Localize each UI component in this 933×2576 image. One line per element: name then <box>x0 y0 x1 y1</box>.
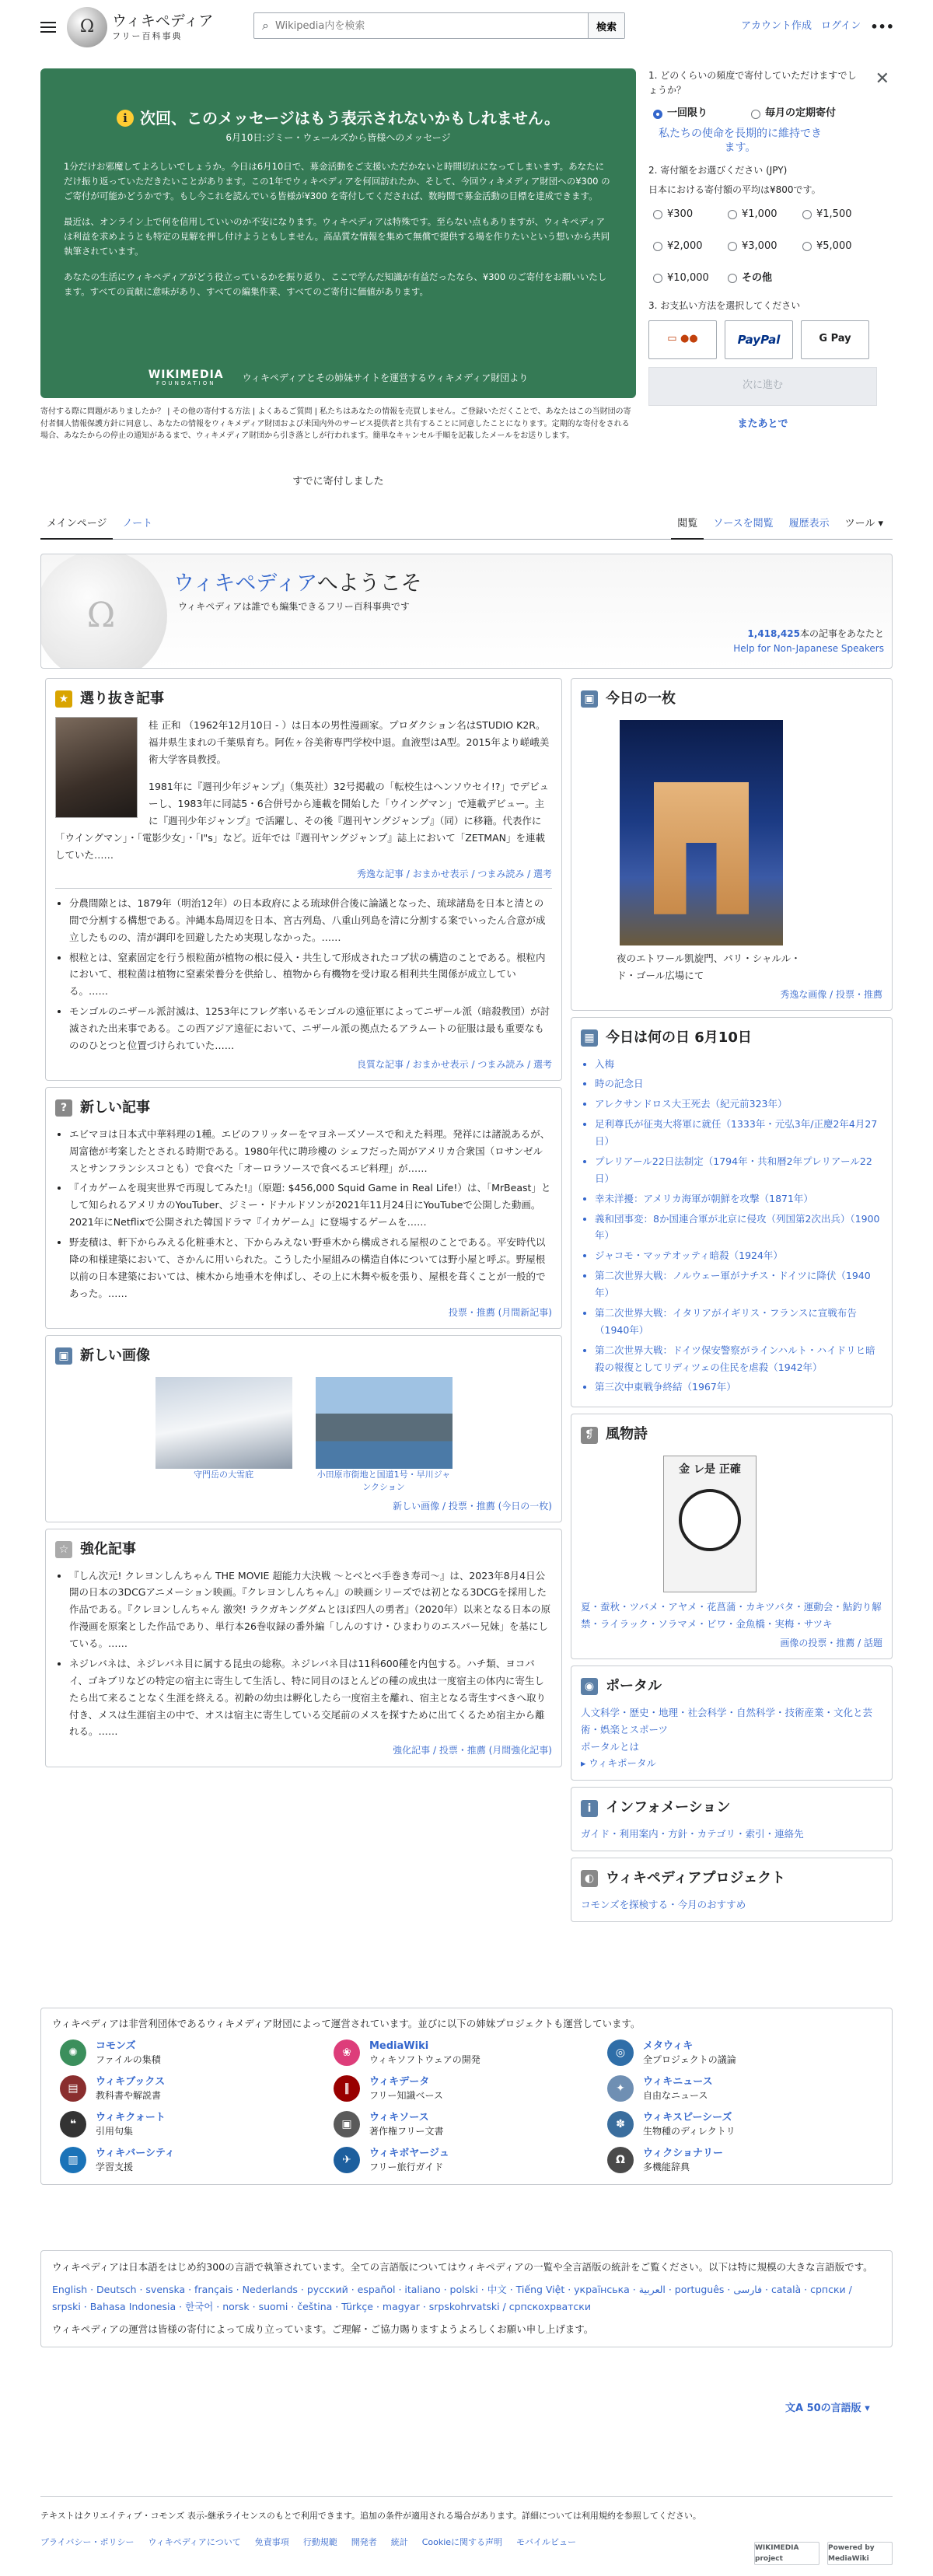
banner-subline: 6月10日:ジミー・ウェールズから皆様へのメッセージ <box>225 132 451 143</box>
monthly-radio[interactable]: 毎月の定期寄付 <box>751 106 836 122</box>
seasonal-topics: 夏・蚕秋・ツバメ・アヤメ・花菖蒲・カキツバタ・運動会・鮎釣り解禁・ライラック・ソラマメ・ビワ・金魚橋・実梅・サツキ <box>581 1601 882 1630</box>
tab-view-source[interactable]: ソースを閲覧 <box>713 518 774 530</box>
sister-project-item[interactable] <box>334 2039 607 2066</box>
tab-talk[interactable]: ノート <box>122 518 153 530</box>
sister-projects-box <box>40 2008 893 2185</box>
otd-item: • 入梅 <box>595 1056 882 1073</box>
otd-item: • 第二次世界大戦：ノルウェー軍がナチス・ドイツに降伏（1940年） <box>595 1267 882 1302</box>
sister-project-name[interactable]: ウィキニュース <box>643 2076 713 2088</box>
wikipedia-project-box <box>571 1858 893 1922</box>
banner-footer-text: ウィキペディアとその姉妹サイトを運営するウィキメディア財団より <box>242 372 529 383</box>
sister-project-desc: 引用句集 <box>96 2125 134 2137</box>
snow-cornice-image[interactable] <box>156 1377 292 1469</box>
tab-main-page[interactable]: メインページ <box>40 512 113 540</box>
amount-option[interactable]: ¥2,000 <box>653 239 728 255</box>
sister-project-desc: 自由なニュース <box>643 2089 708 2101</box>
good-article-item: • モンゴルのニザール派討滅は、1253年にフレグ率いるモンゴルの遠征軍によってニザール派（暗殺教団）が討滅された出来事である。この西アジア遠征において、ニザール派の拠点たるアラムートの征服は最も重要なもののひとつと位置づけられていた…… <box>69 1003 552 1054</box>
portal-links[interactable]: 人文科学・歴史・地理・社会科学・自然科学・技術産業・文化と芸術・娯楽とスポーツ <box>581 1706 873 1735</box>
site-header <box>0 0 933 54</box>
donation-thanks: ウィキペディアの運営は皆様の寄付によって成り立っています。ご理解・ご協力賜りますようよろしくお願い申し上げます。 <box>52 2323 594 2335</box>
otd-heading: 今日は何の日 6月10日 <box>606 1029 752 1046</box>
sister-project-item[interactable] <box>60 2075 334 2102</box>
welcome-subtitle: ウィキペディアは誰でも編集できるフリー百科事典です <box>178 601 410 612</box>
new-articles-box <box>45 1087 562 1329</box>
tab-read[interactable]: 閲覧 <box>671 512 704 540</box>
seasonal-box <box>571 1414 893 1659</box>
sister-project-desc: 教科書や解説書 <box>96 2089 162 2101</box>
globe-icon: ◐ <box>581 1870 598 1887</box>
portal-about-link[interactable]: ポータルとは <box>581 1740 640 1753</box>
paypal-button[interactable]: PayPal <box>725 320 793 359</box>
sister-project-item[interactable] <box>334 2111 607 2137</box>
footer-link[interactable]: プライバシー・ポリシー <box>40 2536 135 2547</box>
sister-project-name[interactable]: コモンズ <box>96 2040 136 2053</box>
information-box <box>571 1787 893 1851</box>
otd-item: • 足利尊氏が征夷大将軍に就任（1333年・元弘3年/正慶2年4月27日） <box>595 1116 882 1150</box>
sister-project-desc: ファイルの集積 <box>96 2053 161 2065</box>
portal-box <box>571 1665 893 1781</box>
sister-project-name[interactable]: メタウィキ <box>643 2040 694 2053</box>
wikimedia-project-badge[interactable]: WIKIMEDIA project <box>754 2542 819 2565</box>
right-column <box>571 678 893 1928</box>
sister-project-desc: ウィキソフトウェアの開発 <box>369 2053 480 2065</box>
sister-project-name[interactable]: ウィキスピーシーズ <box>643 2112 732 2124</box>
otd-item: • プレリアール22日法制定（1794年・共和暦2年プレリアール22日） <box>595 1153 882 1187</box>
search-box <box>253 12 625 39</box>
portal-icon: ◉ <box>581 1678 598 1695</box>
image-caption[interactable]: 小田原市街地と国道1号・早川ジャンクション <box>316 1469 451 1493</box>
sister-project-desc: 生物種のディレクトリ <box>643 2125 736 2137</box>
new-articles-heading: 新しい記事 <box>80 1099 150 1117</box>
next-button[interactable]: 次に進む <box>648 367 877 406</box>
banner-headline: 次回、このメッセージはもう表示されないかもしれません。 <box>140 109 560 128</box>
sister-project-item[interactable] <box>60 2147 334 2173</box>
otd-item: • 第二次世界大戦：イタリアがイギリス・フランスに宣戦布告（1940年） <box>595 1305 882 1339</box>
project-links[interactable]: コモンズを探検する・今月のおすすめ <box>581 1898 746 1910</box>
help-non-japanese-link[interactable]: Help for Non-Japanese Speakers <box>733 643 884 655</box>
enhanced-article-item: • ネジレバネは、ネジレバネ目に属する昆虫の総称。ネジレバネ目は11科600種を内包する。ハチ類、ヨコバイ、ゴキブリなどの特定の宿主に寄生して生活し、特に同目のほとんどの種の成虫は一度宿主の体内に寄生したら出て来ることなく生涯を終える。初齢の幼虫は孵化したら一度宿主を離れ、宿主となる寄生すべきへ取り付き、メスは生涯宿主の中で、オスは宿主に寄生している交尾前のメスを探すために出てくるため宿主から離れる。…… <box>69 1655 552 1740</box>
languages-intro: ウィキペディアは日本語をはじめ約300の言語で執筆されています。全ての言語版についてはウィキペディアの一覧や全言語版の統計をご覧ください。以下は特に規模の大きな言語版です。 <box>52 2261 873 2273</box>
footer-link[interactable]: Cookieに関する声明 <box>421 2536 503 2547</box>
sister-project-desc: 著作権フリー文書 <box>369 2125 444 2137</box>
info-links[interactable]: ガイド・利用案内・方針・カテゴリ・索引・連絡先 <box>581 1828 804 1840</box>
sister-project-item[interactable] <box>607 2039 881 2066</box>
sister-project-desc: 多機能辞典 <box>643 2161 690 2172</box>
sister-project-name[interactable]: ウィキバーシティ <box>96 2148 175 2160</box>
good-article-item: • 根粒とは、窒素固定を行う根粒菌が植物の根に侵入・共生して形成されたコブ状の構造のことである。根粒内において、根粒菌は植物に窒素栄養分を供給し、植物から有機物を受け取る相利共生関係が成立している。…… <box>69 949 552 1001</box>
footer-link[interactable]: 統計 <box>390 2536 408 2547</box>
sister-project-item[interactable] <box>60 2111 334 2137</box>
sister-project-icon: ✽ <box>607 2111 634 2137</box>
wikipedia-globe-icon: Ω <box>67 7 107 47</box>
new-images-heading: 新しい画像 <box>80 1347 150 1364</box>
sister-project-icon: ✺ <box>60 2039 86 2066</box>
new-article-item: • エビマヨは日本式中華料理の1種。エビのフリッターをマヨネーズソースで和えた料理。発祥には諸説あるが、周富徳が考案したとされる時期である。1980年代に聘珍樓の シェフだった周がアメリカ合衆国（ロサンゼルスとサンフランシスコとも）で食べた「オーロラソースで食べるエビ料理」が…… <box>69 1126 552 1177</box>
article-count: 1,418,425本の記事をあなたと Help for Non-Japanese Speakers <box>733 628 884 655</box>
search-icon: ⌕ <box>262 18 269 33</box>
footer-link[interactable]: 免責事項 <box>254 2536 289 2547</box>
footer-link[interactable]: モバイルビュー <box>516 2536 577 2547</box>
site-footer <box>40 2496 893 2563</box>
credit-card-icon: ▭ ●● <box>667 333 698 345</box>
half-star-icon: ☆ <box>55 1541 72 1558</box>
featured-article-box <box>45 678 562 1081</box>
footer-link[interactable]: ウィキペディアについて <box>148 2536 241 2547</box>
fundraising-banner <box>40 68 893 488</box>
otd-item: • 第三次中東戦争終結（1967年） <box>595 1379 882 1396</box>
featured-summary: 桂 正和 （1962年12月10日 - ）は日本の男性漫画家。プロダクション名はSTUDIO K2R。福井県生まれの千葉県育ち。阿佐ヶ谷美術専門学校中退。血液型はA型。2015年より嵯峨美術大学客員教授。 <box>149 718 550 765</box>
scroll-icon: ❡ <box>581 1427 598 1444</box>
sister-project-item[interactable] <box>60 2039 334 2066</box>
sister-project-name[interactable]: ウィキデータ <box>369 2076 430 2088</box>
sister-project-name[interactable]: ウィクショナリー <box>643 2148 723 2160</box>
translate-icon: 文A <box>785 2403 807 2414</box>
tools-menu[interactable]: ツール ▾ <box>844 518 883 530</box>
arc-de-triomphe-image[interactable] <box>620 720 783 945</box>
new-images-box <box>45 1335 562 1522</box>
amount-option[interactable]: ¥1,500 <box>802 207 877 223</box>
otd-item: • 第二次世界大戦：ドイツ保安警察がラインハルト・ハイドリヒ暗殺の報復としてリディツェの住民を虐殺（1942年） <box>595 1342 882 1376</box>
footer-link[interactable]: 行動規範 <box>302 2536 337 2547</box>
close-icon[interactable]: ✕ <box>875 69 889 89</box>
otd-item: • 幸未洋擾：アメリカ海軍が朝鮮を攻撃（1871年） <box>595 1190 882 1208</box>
amount-options <box>653 207 893 286</box>
featured-heading: 選り抜き記事 <box>80 690 164 707</box>
clock-icon <box>679 1489 741 1551</box>
search-input[interactable] <box>275 14 588 37</box>
amount-option[interactable]: ¥300 <box>653 207 728 223</box>
sister-intro: ウィキペディアは非営利団体であるウィキメディア財団によって運営されています。並びに以下の姉妹プロジェクトも運営しています。 <box>52 2018 641 2029</box>
enhanced-article-item: • 『しん次元! クレヨンしんちゃん THE MOVIE 超能力大決戦 ～とべとべ手巻き寿司～』は、2023年8月4日公開の日本の3DCGアニメーション映画。『クレヨンしんちゃん』の映画シリーズでは初となる3DCGを採用した作品である。『クレヨンしんちゃん 激突! ラクガキングダムとほぼ四人の勇者』（2020年）以来となる日本の原作漫画を原案とした作品であり、単行本26巻収録の番外編「しんのすけ・ひまわりのエスパー兄妹」を基にしている。…… <box>69 1568 552 1652</box>
frequency-question: 1. どのくらいの頻度で寄付していただけますでしょうか？ <box>648 70 857 96</box>
image-icon: ▣ <box>55 1347 72 1365</box>
tab-history[interactable]: 履歴表示 <box>788 518 830 530</box>
banner-paragraph-3: あなたの生活にウィキペディアがどう役立っているかを振り返り、ここで学んだ知識が有益だったなら、¥300 のご寄付をお願いいたします。すべての貢献に意味があり、すべての編集作業、すべてのご寄付に価値があります。 <box>64 271 607 297</box>
sister-projects-grid <box>52 2039 881 2173</box>
sister-project-icon: Ω <box>607 2147 634 2173</box>
sister-project-name[interactable]: ウィキクォート <box>96 2112 166 2124</box>
odawara-image[interactable] <box>316 1377 453 1469</box>
create-account-link[interactable]: アカウント作成 <box>741 20 812 33</box>
puzzle-globe-icon: Ω <box>40 554 167 669</box>
image-caption[interactable]: 守門岳の大雪庇 <box>194 1469 253 1480</box>
donation-form <box>648 68 893 432</box>
sister-project-name[interactable]: ウィキソース <box>369 2112 429 2124</box>
language-list[interactable]: English · Deutsch · svenska · français · Nederlands · русский · español · italiano · polski · 中文 · Tiếng Việt · українська · العربية · português · فارسی · català · српски / srpski · Bahasa Indonesia · 한국어 · norsk · suomi · čeština · Türkçe · magyar · srpskohrvatski / српскохрватски <box>52 2284 852 2312</box>
seasonal-heading: 風物詩 <box>606 1426 648 1443</box>
otd-item: • アレクサンドロス大王死去（紀元前323年） <box>595 1096 882 1113</box>
sister-project-icon: ❀ <box>334 2039 360 2066</box>
new-article-item: • 『イカゲームを現実世界で再現してみた!』（原題: $456,000 Squid Game in Real Life!）は、「MrBeast」として知られるアメリカのYouTuber、ジミー・ドナルドソンが2021年11月24日にYouTubeで公開した動画。2021年にNetflixで公開された韓国ドラマ『イカゲーム』に登場するゲームを…… <box>69 1180 552 1231</box>
footer-link[interactable]: 開発者 <box>351 2536 377 2547</box>
banner-message <box>40 68 636 398</box>
potd-more-link[interactable]: 秀逸な画像 / 投票・推薦 <box>780 988 882 1000</box>
maybe-later-link[interactable]: またあとで <box>737 418 788 430</box>
info-heading: インフォメーション <box>606 1799 731 1816</box>
payment-question: 3. お支払い方法を選択してください <box>648 300 801 312</box>
potd-caption: 夜のエトワール凱旋門、パリ・シャルル・ド・ゴール広場にて <box>617 952 801 981</box>
potd-heading: 今日の一枚 <box>606 690 676 707</box>
amount-question: 2. 寄付額をお選びください (JPY) <box>648 164 788 176</box>
enhanced-heading: 強化記事 <box>80 1540 136 1557</box>
amount-option[interactable]: ¥3,000 <box>728 239 802 255</box>
sister-project-desc: 全プロジェクトの議論 <box>643 2053 736 2065</box>
info-icon: i <box>581 1800 598 1817</box>
more-options-icon[interactable]: ••• <box>870 19 894 34</box>
project-heading: ウィキペディアプロジェクト <box>606 1869 786 1886</box>
sister-project-desc: 学習支援 <box>96 2161 134 2172</box>
amount-average-note: 日本における寄付額の平均は¥800です。 <box>648 184 821 195</box>
sister-project-icon: ◎ <box>607 2039 634 2066</box>
sister-project-name[interactable]: ウィキボヤージュ <box>369 2148 449 2160</box>
license-text: テキストはクリエイティブ・コモンズ 表示-継承ライセンスのもとで利用できます。追加の条件が適用される場合があります。詳細については利用規約を参照してください。 <box>40 2511 701 2521</box>
poster-title: 金 レ是 正確 <box>679 1463 741 1477</box>
sister-project-icon: ▣ <box>334 2111 360 2137</box>
new-images-more-link[interactable]: 新しい画像 / 投票・推薦 (今日の一枚) <box>393 1500 552 1512</box>
otd-item: • 時の記念日 <box>595 1075 882 1092</box>
amount-other-option[interactable]: その他 <box>728 271 802 287</box>
user-links <box>741 17 894 37</box>
sister-project-icon: ✈ <box>334 2147 360 2173</box>
welcome-box <box>40 554 893 669</box>
main-menu-icon[interactable] <box>40 22 56 33</box>
sister-project-icon: ▥ <box>60 2147 86 2173</box>
sister-project-item[interactable] <box>334 2075 607 2102</box>
enhanced-articles-box <box>45 1529 562 1767</box>
search-button[interactable]: 検索 <box>588 13 624 38</box>
wikimedia-logo: WIKIMEDIA FOUNDATION <box>148 368 224 387</box>
left-column <box>45 678 562 1774</box>
good-article-item: • 分農間隙とは、1879年（明治12年）の日本政府による琉球併合後に論議となった、琉球諸島を日本と清との間で分割する構想である。沖縄本島周辺を日本、宮古列島、八重山列島を清に分割する案でいったん合意が成立したものの、清が調印を回避したため実現しなかった。…… <box>69 895 552 946</box>
sister-project-name[interactable]: ウィキブックス <box>96 2076 166 2088</box>
question-icon: ? <box>55 1099 72 1117</box>
amount-option[interactable]: ¥10,000 <box>653 271 728 287</box>
sister-project-icon: ✦ <box>607 2075 634 2102</box>
featured-more-links[interactable]: 秀逸な記事 / おまかせ表示 / つまみ読み / 選考 <box>356 868 552 879</box>
featured-body: 1981年に『週刊少年ジャンプ』（集英社）32号掲載の「転校生はヘンソウセイ!?」でデビューし、1983年に同誌5・6合併号から連載を開始した「ウイングマン」で連載デビュー。主に『週刊少年ジャンプ』で活躍し、その後『週刊ヤングジャンプ』（同）に移籍。代表作に「ウイングマン」・「電影少女」・「I"s」など。近年では『週刊ヤングジャンプ』誌上において「ZETMAN」を連載していた…… <box>55 781 549 861</box>
otd-list <box>581 1056 882 1396</box>
article-count-number[interactable]: 1,418,425 <box>747 628 800 639</box>
sister-project-desc: フリー旅行ガイド <box>369 2161 444 2172</box>
seasonal-more-link[interactable]: 画像の投票・推薦 / 話題 <box>780 1637 882 1648</box>
otd-item: • 義和団事変：8か国連合軍が北京に侵攻（列国第2次出兵）（1900年） <box>595 1211 882 1245</box>
banner-paragraph-2: 最近は、オンライン上で何を信用していいのか不安になります。ウィキペディアは特殊です。至らない点もありますが、ウィキペディアは利益を求めようとも特定の見解を押し付けようともしません。高品質な情報を集めて無償で提供する場を作りたいという想いから共同執筆されています。 <box>64 216 610 257</box>
wikiportal-link[interactable]: ▸ ウィキポータル <box>581 1757 656 1770</box>
languages-button[interactable]: 文A 50の言語版 ▾ <box>785 2403 870 2414</box>
sister-project-icon: ‖ <box>334 2075 360 2102</box>
languages-box <box>40 2250 893 2347</box>
mediawiki-badge[interactable]: Powered by MediaWiki <box>827 2542 893 2565</box>
amount-option[interactable]: ¥1,000 <box>728 207 802 223</box>
otd-item: • ジャコモ・マッテオッティ暗殺（1924年） <box>595 1247 882 1264</box>
calendar-icon: ▦ <box>581 1029 598 1047</box>
seasonal-poster-image[interactable] <box>663 1456 757 1592</box>
already-donated-link[interactable]: すでに寄付しました <box>292 476 384 488</box>
page-tabs <box>40 512 893 540</box>
enhanced-more-link[interactable]: 強化記事 / 投票・推薦 (月間強化記事) <box>393 1745 552 1756</box>
sister-project-icon: ❝ <box>60 2111 86 2137</box>
image-icon: ▣ <box>581 690 598 708</box>
sister-project-item[interactable] <box>607 2111 881 2137</box>
login-link[interactable]: ログイン <box>820 20 861 33</box>
portal-heading: ポータル <box>606 1678 662 1695</box>
sister-project-desc: フリー知識ベース <box>369 2089 443 2101</box>
good-articles-more-links[interactable]: 良質な記事 / おまかせ表示 / つまみ読み / 選考 <box>356 1058 552 1070</box>
site-logo[interactable] <box>67 7 213 47</box>
sister-project-item[interactable] <box>607 2147 881 2173</box>
on-this-day-box <box>571 1017 893 1408</box>
picture-of-the-day-box <box>571 678 893 1011</box>
sister-project-item[interactable] <box>334 2147 607 2173</box>
banner-fine-print: 寄付する際に問題がありましたか？ | その他の寄付する方法 | よくあるご質問 | 私たちはあなたの情報を売買しません。ご登録いただくことで、あなたはこの当財団の寄付者個人情報保護方針に同意し、あなたの情報をウィキメディア財団および米国内外のサービス提供者と共有することに同意したことになります。定期的な寄付をされる場合、あなたからの停止の通知があるまで、ウィキメディア財団から引き落としが行われます。簡単なキャンセル手順を記載したメールをお送りします。 <box>40 407 631 440</box>
new-articles-more-link[interactable]: 投票・推薦 (月間新記事) <box>448 1306 552 1318</box>
sister-project-item[interactable] <box>607 2075 881 2102</box>
welcome-title: ウィキペディアへようこそ <box>173 571 422 596</box>
amount-option[interactable]: ¥5,000 <box>802 239 877 255</box>
new-article-item: • 野麦積は、軒下からみえる化粧垂木と、下からみえない野垂木から構成される屋根のことである。平安時代以降の和様建築において、さかんに用いられた。こうした小屋組みの構造自体については野小屋と呼ぶ。野屋根以前の日本建築においては、棟木から地垂木を伸ばし、その上に木舞や板を張り、屋根を葺くことが一般的であった。…… <box>69 1234 552 1302</box>
star-icon: ★ <box>55 690 72 708</box>
sister-project-icon: ▤ <box>60 2075 86 2102</box>
google-pay-button[interactable]: G Pay <box>801 320 869 359</box>
banner-paragraph-1: 1分だけお邪魔してよろしいでしょうか。今日は6月10日で、募金活動をご支援いただかないと時間切れになってしまいます。あなたにだけ振り返っていただきたいことがあります。この1年でウィキペディアを何回訪れたか、そして、今回ウィキメディア財団への¥300 のご寄付が可能かどうかです。もし今これを読んでいる皆様が¥300 を寄付してくだされば、数時間で募金活動の目標を達成できます。 <box>64 161 610 202</box>
sister-project-name[interactable]: MediaWiki <box>369 2040 429 2053</box>
monthly-mission-note: 私たちの使命を長期的に維持できます。 <box>659 128 822 155</box>
site-tagline: フリー百科事典 <box>112 31 183 41</box>
site-name: ウィキペディア <box>112 12 214 30</box>
card-payment-button[interactable] <box>648 320 717 359</box>
one-time-radio[interactable]: 一回限り <box>653 106 708 122</box>
info-icon: i <box>117 110 134 127</box>
featured-portrait-image[interactable] <box>55 717 138 818</box>
